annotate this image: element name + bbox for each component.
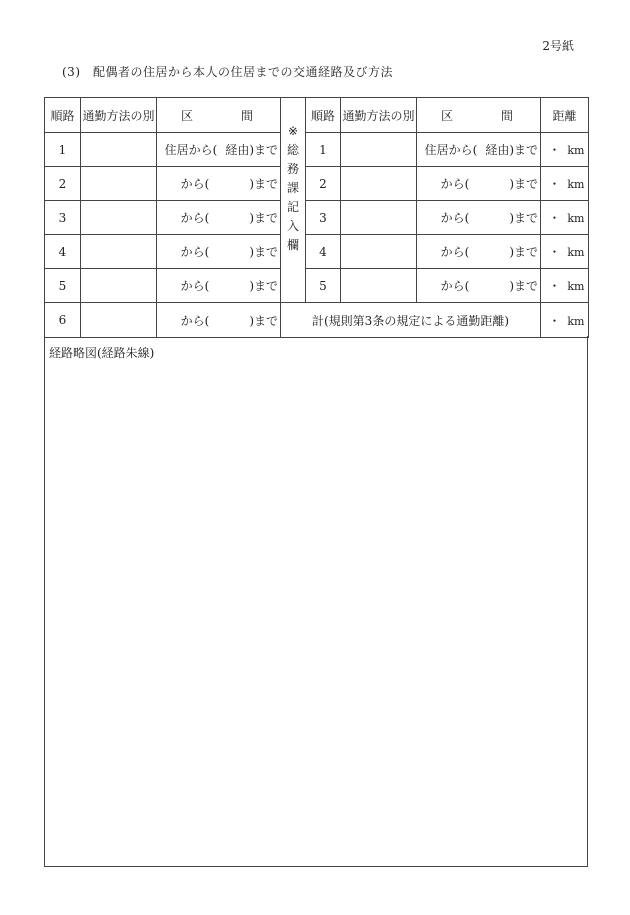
header-method-right: 通勤方法の別 (341, 98, 417, 133)
section-from: 住居から( (164, 143, 218, 157)
header-section-b: 間 (241, 108, 254, 123)
row-number-right: 3 (306, 201, 341, 235)
section-from: から( (180, 211, 210, 225)
header-order-right: 順路 (306, 98, 341, 133)
decimal-dot: ・ (548, 313, 561, 328)
header-section-right (417, 98, 541, 133)
section-field-right[interactable] (417, 201, 541, 235)
section-from: から( (440, 211, 470, 225)
distance-unit: km (567, 144, 585, 157)
header-section-a: 区 (441, 108, 454, 123)
table-row (45, 133, 589, 167)
distance-field[interactable] (541, 269, 589, 303)
section-from: から( (180, 177, 210, 191)
decimal-dot: ・ (548, 279, 561, 293)
section-from: から( (180, 313, 210, 328)
section-to: )まで (509, 245, 538, 259)
row-number: 3 (45, 201, 81, 235)
method-field-right[interactable] (341, 235, 417, 269)
total-distance-field[interactable] (541, 303, 589, 338)
section-field-right[interactable] (417, 167, 541, 201)
route-map-area[interactable] (44, 336, 588, 867)
section-field[interactable] (157, 303, 281, 338)
table-row (45, 269, 589, 303)
office-note-char: 記 (286, 200, 299, 214)
distance-field[interactable] (541, 167, 589, 201)
form-number: 2号紙 (542, 39, 574, 53)
section-to: )まで (509, 177, 538, 191)
section-to: )まで (249, 245, 278, 259)
method-field-right[interactable] (341, 269, 417, 303)
header-distance: 距離 (541, 98, 589, 133)
distance-field[interactable] (541, 201, 589, 235)
method-field[interactable] (81, 235, 157, 269)
method-field-right[interactable] (341, 167, 417, 201)
method-field-right[interactable] (341, 133, 417, 167)
distance-unit: km (567, 280, 585, 293)
distance-field[interactable] (541, 133, 589, 167)
distance-unit: km (567, 314, 585, 328)
row-number: 2 (45, 167, 81, 201)
office-use-column (281, 98, 306, 303)
office-note-char: 欄 (286, 238, 299, 252)
row-number-right: 2 (306, 167, 341, 201)
section-to: )まで (249, 211, 278, 225)
header-section (157, 98, 281, 133)
total-distance-label: 計(規則第3条の規定による通勤距離) (281, 303, 541, 338)
route-table (44, 97, 589, 338)
decimal-dot: ・ (548, 245, 561, 259)
method-field-right[interactable] (341, 201, 417, 235)
method-field[interactable] (81, 133, 157, 167)
decimal-dot: ・ (548, 211, 561, 225)
office-note-char: 総 (286, 143, 299, 157)
section-to: 経由)まで (225, 143, 278, 157)
row-number: 6 (45, 303, 81, 338)
section-title: (3) 配偶者の住居から本人の住居までの交通経路及び方法 (62, 65, 394, 79)
header-method: 通勤方法の別 (81, 98, 157, 133)
section-to: )まで (509, 279, 538, 293)
header-section-b: 間 (501, 108, 514, 123)
section-field[interactable] (157, 269, 281, 303)
section-from: から( (440, 177, 470, 191)
section-from: から( (440, 245, 470, 259)
section-to: )まで (249, 177, 278, 191)
distance-unit: km (567, 212, 585, 225)
method-field[interactable] (81, 201, 157, 235)
header-row (45, 98, 589, 133)
office-note-char: 課 (286, 181, 299, 195)
section-from: から( (440, 279, 470, 293)
office-note-char: ※ (287, 124, 299, 138)
section-to: )まで (249, 279, 278, 293)
section-to: 経由)まで (485, 143, 538, 157)
row-number-right: 5 (306, 269, 341, 303)
section-field[interactable] (157, 133, 281, 167)
row-number-right: 4 (306, 235, 341, 269)
row-number: 4 (45, 235, 81, 269)
distance-unit: km (567, 178, 585, 191)
table-row (45, 235, 589, 269)
section-from: から( (180, 245, 210, 259)
section-field-right[interactable] (417, 133, 541, 167)
office-note-char: 務 (286, 162, 299, 176)
distance-unit: km (567, 246, 585, 259)
section-field-right[interactable] (417, 235, 541, 269)
header-order: 順路 (45, 98, 81, 133)
section-field[interactable] (157, 167, 281, 201)
route-map-label: 経路略図(経路朱線) (49, 346, 155, 360)
section-field-right[interactable] (417, 269, 541, 303)
distance-field[interactable] (541, 235, 589, 269)
method-field[interactable] (81, 303, 157, 338)
section-field[interactable] (157, 235, 281, 269)
row-number: 5 (45, 269, 81, 303)
section-to: )まで (249, 313, 278, 328)
header-section-a: 区 (181, 108, 194, 123)
decimal-dot: ・ (548, 143, 561, 157)
decimal-dot: ・ (548, 177, 561, 191)
row-number-right: 1 (306, 133, 341, 167)
office-note-char: 入 (286, 219, 299, 233)
row-number: 1 (45, 133, 81, 167)
section-field[interactable] (157, 201, 281, 235)
section-from: から( (180, 279, 210, 293)
table-row (45, 303, 589, 338)
section-from: 住居から( (424, 143, 478, 157)
table-row (45, 201, 589, 235)
method-field[interactable] (81, 269, 157, 303)
method-field[interactable] (81, 167, 157, 201)
table-row (45, 167, 589, 201)
section-to: )まで (509, 211, 538, 225)
